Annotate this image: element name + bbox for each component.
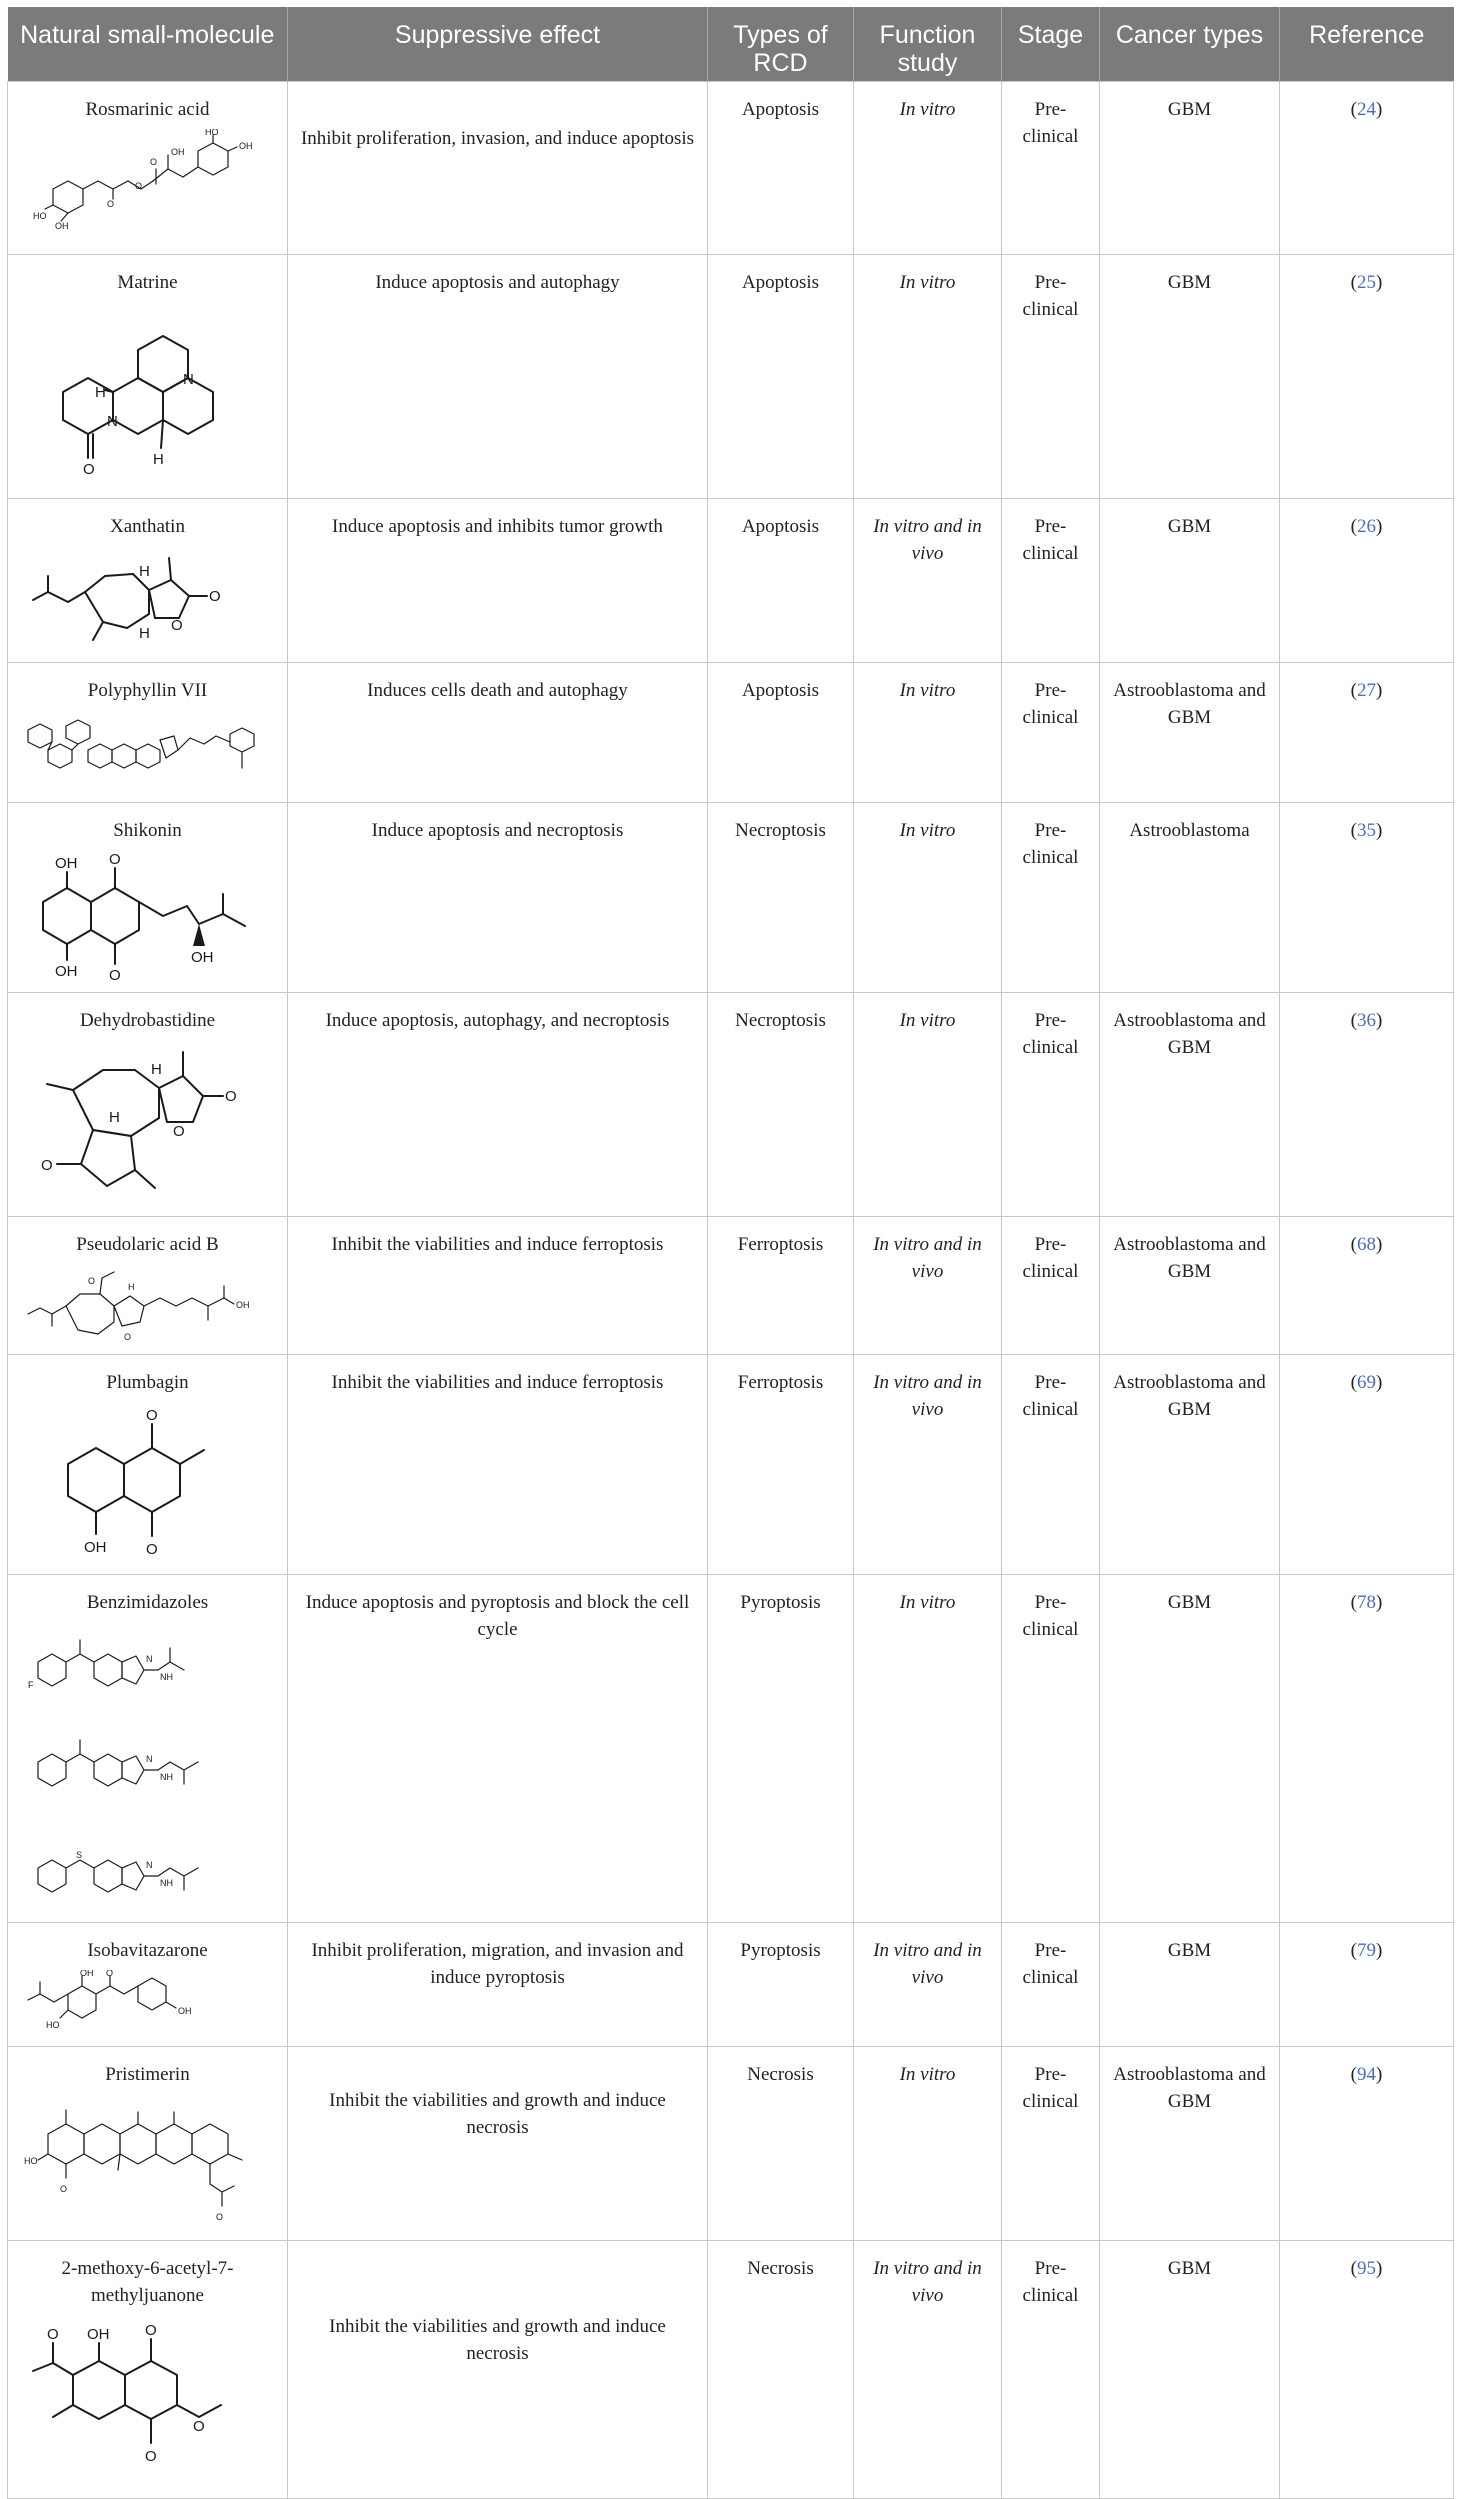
label-h: H	[94, 384, 106, 401]
study-cell: In vitro	[854, 1575, 1002, 1923]
reference-link[interactable]: 24	[1357, 99, 1376, 120]
label-o: O	[144, 2448, 157, 2465]
study-cell: In vitro and in vivo	[854, 1355, 1002, 1575]
rcd-cell: Apoptosis	[708, 82, 854, 255]
effect-cell: Induce apoptosis, autophagy, and necroptosis	[288, 993, 708, 1217]
rcd-cell: Necrosis	[708, 2241, 854, 2499]
header-cancer-types: Cancer types	[1100, 7, 1280, 82]
xanthatin-structure-icon	[23, 546, 273, 656]
reference-cell: (68)	[1280, 1217, 1454, 1355]
reference-link[interactable]: 27	[1357, 680, 1376, 701]
reference-cell: (69)	[1280, 1355, 1454, 1575]
label-oh: OH	[190, 949, 213, 966]
label-o: O	[216, 2212, 224, 2222]
table-row	[8, 2241, 1454, 2499]
rcd-cell: Apoptosis	[708, 663, 854, 803]
label-o: O	[208, 588, 221, 605]
table-row	[8, 1575, 1454, 1923]
label-o: O	[149, 157, 157, 167]
table-row	[8, 1217, 1454, 1355]
study-cell: In vitro	[854, 255, 1002, 499]
label-oh: OH	[170, 147, 184, 157]
reference-link[interactable]: 78	[1357, 1592, 1376, 1613]
header-suppressive-effect: Suppressive effect	[288, 7, 708, 82]
table-row	[8, 1923, 1454, 2047]
effect-cell: Induce apoptosis and necroptosis	[288, 803, 708, 993]
study-cell: In vitro	[854, 663, 1002, 803]
effect-text: Inhibit the viabilities and growth and induce necrosis	[329, 2089, 666, 2138]
label-n: N	[106, 413, 118, 430]
label-o: O	[106, 1970, 114, 1978]
molecule-name: 2-methoxy-6-acetyl-7-methyljuanone	[61, 2258, 234, 2306]
label-oh: OH	[54, 221, 68, 229]
molecule-name: Plumbagin	[106, 1372, 189, 1393]
effect-cell: Induce apoptosis and autophagy	[288, 255, 708, 499]
molecule-name: Isobavitazarone	[87, 1940, 208, 1961]
label-o: O	[170, 617, 183, 634]
effect-cell	[288, 82, 708, 255]
pseudolaric-acid-b-structure-icon	[18, 1264, 278, 1348]
table-row	[8, 993, 1454, 1217]
table-row	[8, 255, 1454, 499]
molecule-cell	[8, 663, 288, 803]
label-o: O	[224, 1088, 237, 1105]
header-row	[8, 7, 1454, 82]
isobavitazarone-structure-icon	[18, 1970, 278, 2036]
molecule-cell	[8, 82, 288, 255]
stage-cell: Pre-clinical	[1002, 993, 1100, 1217]
label-nh: NH	[160, 1672, 173, 1682]
reference-link[interactable]: 35	[1357, 820, 1376, 841]
label-nh: NH	[160, 1878, 173, 1888]
reference-cell: (36)	[1280, 993, 1454, 1217]
label-o: O	[192, 2418, 205, 2435]
reference-cell: (94)	[1280, 2047, 1454, 2241]
methoxy-acetyl-methyljuanone-structure-icon	[23, 2315, 273, 2485]
reference-cell: (95)	[1280, 2241, 1454, 2499]
cancer-cell: GBM	[1100, 2241, 1280, 2499]
molecule-cell	[8, 1217, 288, 1355]
cancer-cell: Astrooblastoma and GBM	[1100, 1355, 1280, 1575]
cancer-cell: Astrooblastoma and GBM	[1100, 663, 1280, 803]
label-h: H	[150, 1061, 162, 1078]
label-o: O	[88, 1276, 96, 1286]
reference-link[interactable]: 68	[1357, 1234, 1376, 1255]
cancer-cell: Astrooblastoma and GBM	[1100, 2047, 1280, 2241]
molecule-name: Pseudolaric acid B	[76, 1234, 219, 1255]
label-o: O	[106, 199, 114, 209]
compound-table	[7, 7, 1454, 2499]
label-o: O	[145, 1541, 158, 1558]
cancer-cell: GBM	[1100, 499, 1280, 663]
header-reference: Reference	[1280, 7, 1454, 82]
matrine-structure-icon	[33, 302, 263, 492]
molecule-cell	[8, 993, 288, 1217]
effect-cell: Inhibit proliferation, migration, and invasion and induce pyroptosis	[288, 1923, 708, 2047]
label-oh: OH	[54, 963, 77, 980]
molecule-cell	[8, 1575, 288, 1923]
label-ho: HO	[24, 2156, 38, 2166]
molecule-cell	[8, 2241, 288, 2499]
molecule-cell	[8, 1923, 288, 2047]
rcd-cell: Apoptosis	[708, 255, 854, 499]
label-oh: OH	[238, 141, 252, 151]
rcd-cell: Apoptosis	[708, 499, 854, 663]
polyphyllin-vii-structure-icon	[18, 710, 278, 784]
reference-cell: (25)	[1280, 255, 1454, 499]
header-stage: Stage	[1002, 7, 1100, 82]
effect-text: Inhibit the viabilities and growth and induce necrosis	[329, 2315, 666, 2364]
rcd-cell: Necroptosis	[708, 803, 854, 993]
reference-link[interactable]: 36	[1357, 1010, 1376, 1031]
molecule-cell	[8, 499, 288, 663]
molecule-name: Rosmarinic acid	[85, 99, 210, 120]
molecule-cell	[8, 1355, 288, 1575]
table-container	[7, 7, 1453, 2499]
label-o: O	[134, 181, 142, 191]
molecule-cell	[8, 803, 288, 993]
plumbagin-structure-icon	[38, 1402, 258, 1562]
label-o: O	[108, 851, 121, 868]
label-nh: NH	[160, 1772, 173, 1782]
reference-link[interactable]: 69	[1357, 1372, 1376, 1393]
table-row	[8, 1355, 1454, 1575]
effect-cell: Inhibit the viabilities and induce ferroptosis	[288, 1217, 708, 1355]
label-n: N	[146, 1860, 153, 1870]
molecule-name: Shikonin	[113, 820, 182, 841]
molecule-name: Polyphyllin VII	[87, 680, 208, 701]
reference-link[interactable]: 79	[1357, 1940, 1376, 1961]
label-n: N	[182, 371, 194, 388]
header-natural-small-molecule: Natural small-molecule	[8, 7, 288, 82]
rcd-cell: Pyroptosis	[708, 1923, 854, 2047]
label-n: N	[146, 1654, 153, 1664]
stage-cell: Pre-clinical	[1002, 1355, 1100, 1575]
reference-link[interactable]: 25	[1357, 272, 1376, 293]
stage-cell: Pre-clinical	[1002, 2241, 1100, 2499]
study-cell: In vitro	[854, 82, 1002, 255]
molecule-name: Dehydrobastidine	[79, 1010, 216, 1031]
molecule-cell	[8, 2047, 288, 2241]
reference-link[interactable]: 95	[1357, 2258, 1376, 2279]
effect-cell: Induces cells death and autophagy	[288, 663, 708, 803]
shikonin-structure-icon	[23, 850, 273, 986]
effect-cell: Induce apoptosis and inhibits tumor growth	[288, 499, 708, 663]
label-o: O	[40, 1157, 53, 1174]
cancer-cell: GBM	[1100, 255, 1280, 499]
rosmarinic-acid-structure-icon	[23, 129, 273, 229]
stage-cell: Pre-clinical	[1002, 82, 1100, 255]
label-ho: HO	[32, 211, 46, 221]
study-cell: In vitro and in vivo	[854, 2241, 1002, 2499]
label-o: O	[108, 967, 121, 984]
stage-cell: Pre-clinical	[1002, 2047, 1100, 2241]
study-cell: In vitro and in vivo	[854, 1923, 1002, 2047]
stage-cell: Pre-clinical	[1002, 1217, 1100, 1355]
table-row	[8, 499, 1454, 663]
rcd-cell: Ferroptosis	[708, 1355, 854, 1575]
rcd-cell: Pyroptosis	[708, 1575, 854, 1923]
table-row	[8, 82, 1454, 255]
reference-cell: (24)	[1280, 82, 1454, 255]
molecule-cell	[8, 255, 288, 499]
label-o: O	[82, 461, 95, 478]
rcd-cell: Ferroptosis	[708, 1217, 854, 1355]
label-o: O	[145, 1407, 158, 1424]
table-row	[8, 2047, 1454, 2241]
dehydrobastidine-structure-icon	[23, 1040, 273, 1210]
study-cell: In vitro and in vivo	[854, 1217, 1002, 1355]
study-cell: In vitro	[854, 993, 1002, 1217]
stage-cell: Pre-clinical	[1002, 499, 1100, 663]
molecule-name: Benzimidazoles	[86, 1592, 209, 1613]
label-n: N	[146, 1754, 153, 1764]
molecule-name: Matrine	[117, 272, 178, 293]
label-o: O	[46, 2326, 59, 2343]
label-h: H	[152, 451, 164, 468]
molecule-name: Xanthatin	[110, 516, 185, 537]
label-oh: OH	[83, 1539, 106, 1556]
label-o: O	[172, 1123, 185, 1140]
stage-cell: Pre-clinical	[1002, 255, 1100, 499]
label-o: O	[124, 1332, 132, 1342]
benzimidazoles-structure-icon	[18, 1622, 278, 1912]
cancer-cell: GBM	[1100, 1575, 1280, 1923]
label-oh: OH	[80, 1970, 94, 1978]
study-cell: In vitro and in vivo	[854, 499, 1002, 663]
label-oh: OH	[54, 855, 77, 872]
header-types-of-rcd: Types of RCD	[708, 7, 854, 82]
cancer-cell: GBM	[1100, 82, 1280, 255]
label-oh: OH	[236, 1300, 250, 1310]
molecule-name: Pristimerin	[105, 2064, 190, 2085]
cancer-cell: Astrooblastoma and GBM	[1100, 1217, 1280, 1355]
table-row	[8, 803, 1454, 993]
rcd-cell: Necrosis	[708, 2047, 854, 2241]
reference-cell: (79)	[1280, 1923, 1454, 2047]
effect-cell	[288, 2241, 708, 2499]
reference-cell: (35)	[1280, 803, 1454, 993]
stage-cell: Pre-clinical	[1002, 803, 1100, 993]
reference-link[interactable]: 94	[1357, 2064, 1376, 2085]
label-ho: HO	[46, 2020, 60, 2030]
label-o: O	[60, 2184, 68, 2194]
stage-cell: Pre-clinical	[1002, 663, 1100, 803]
label-oh: OH	[178, 2006, 192, 2016]
effect-cell: Induce apoptosis and pyroptosis and block the cell cycle	[288, 1575, 708, 1923]
reference-cell: (26)	[1280, 499, 1454, 663]
reference-cell: (78)	[1280, 1575, 1454, 1923]
stage-cell: Pre-clinical	[1002, 1575, 1100, 1923]
reference-link[interactable]: 26	[1357, 516, 1376, 537]
cancer-cell: Astrooblastoma and GBM	[1100, 993, 1280, 1217]
label-ho: HO	[204, 129, 218, 137]
stage-cell: Pre-clinical	[1002, 1923, 1100, 2047]
reference-cell: (27)	[1280, 663, 1454, 803]
effect-cell: Inhibit the viabilities and induce ferroptosis	[288, 1355, 708, 1575]
label-oh: OH	[86, 2326, 109, 2343]
label-h: H	[108, 1109, 120, 1126]
study-cell: In vitro	[854, 803, 1002, 993]
table-row	[8, 663, 1454, 803]
study-cell: In vitro	[854, 2047, 1002, 2241]
effect-cell	[288, 2047, 708, 2241]
cancer-cell: Astrooblastoma	[1100, 803, 1280, 993]
pristimerin-structure-icon	[18, 2094, 278, 2234]
label-h: H	[138, 563, 150, 580]
label-o: O	[144, 2322, 157, 2339]
effect-text: Inhibit proliferation, invasion, and induce apoptosis	[300, 127, 695, 149]
rcd-cell: Necroptosis	[708, 993, 854, 1217]
header-function-study: Function study	[854, 7, 1002, 82]
cancer-cell: GBM	[1100, 1923, 1280, 2047]
label-f: F	[28, 1680, 34, 1690]
label-h: H	[128, 1282, 135, 1292]
label-s: S	[76, 1850, 83, 1860]
label-h: H	[138, 625, 150, 642]
